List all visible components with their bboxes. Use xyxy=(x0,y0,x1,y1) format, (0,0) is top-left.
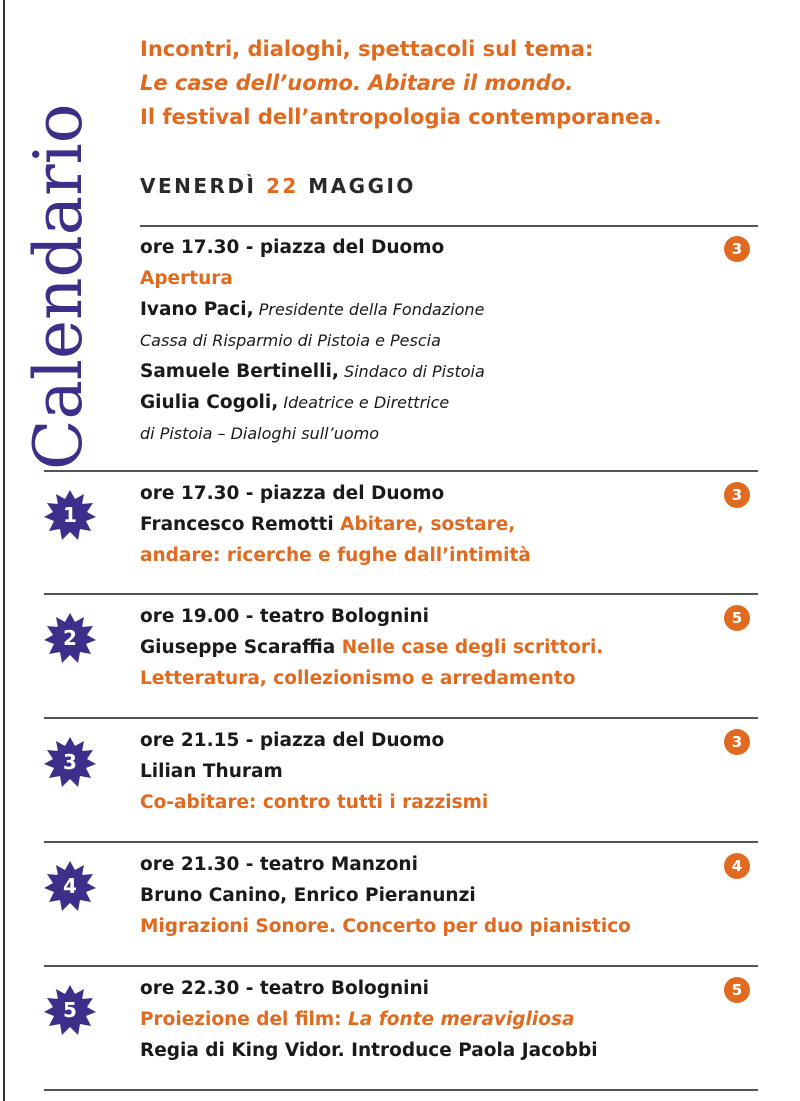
event-1 xyxy=(140,478,720,571)
divider-line xyxy=(44,965,758,967)
event-title: Nelle case degli scrittori. xyxy=(341,637,604,658)
event-4 xyxy=(140,849,720,942)
speaker-role: Sindaco di Pistoia xyxy=(338,362,485,381)
divider-line xyxy=(44,470,758,472)
speaker-line xyxy=(140,387,720,418)
event-title: Abitare, sostare, xyxy=(340,514,516,535)
event-credits: Regia di King Vidor. Introduce Paola Jacobbi xyxy=(140,1040,598,1061)
venue-badge: 3 xyxy=(724,482,750,508)
event-time-place: ore 19.00 - teatro Bolognini xyxy=(140,606,430,627)
event-title-cont: Letteratura, collezionismo e arredamento xyxy=(140,668,576,689)
event-number: 1 xyxy=(63,503,77,527)
date-number: 22 xyxy=(265,174,299,198)
speaker-name: Giuseppe Scaraffia xyxy=(140,637,336,658)
speaker-name: Francesco Remotti xyxy=(140,514,334,535)
divider-line xyxy=(140,225,758,227)
film-title: La fonte meravigliosa xyxy=(348,1009,575,1030)
event-2 xyxy=(140,601,720,694)
event-time-place: ore 21.15 - piazza del Duomo xyxy=(140,730,445,751)
film-label: Proiezione del film: xyxy=(140,1009,348,1030)
speaker-role: di Pistoia – Dialoghi sull’uomo xyxy=(140,424,379,443)
date-month: MAGGIO xyxy=(308,174,416,198)
venue-badge: 3 xyxy=(724,729,750,755)
intro-line-1: Incontri, dialoghi, spettacoli sul tema: xyxy=(140,37,594,61)
venue-badge: 5 xyxy=(724,605,750,631)
speaker-role: Cassa di Risparmio di Pistoia e Pescia xyxy=(140,331,441,350)
left-border-line xyxy=(3,0,5,1101)
event-number: 4 xyxy=(63,874,77,898)
divider-line xyxy=(44,841,758,843)
event-number-blot xyxy=(42,734,98,790)
intro-line-3: Il festival dell’antropologia contemporanea. xyxy=(140,105,662,129)
date-heading xyxy=(140,174,416,198)
event-number-blot xyxy=(42,858,98,914)
speaker-and-title xyxy=(140,509,720,540)
event-opening xyxy=(140,232,720,449)
event-3 xyxy=(140,725,720,818)
date-day: VENERDÌ xyxy=(140,174,257,198)
speaker-line xyxy=(140,325,720,356)
event-title: Apertura xyxy=(140,268,233,289)
speaker-line xyxy=(140,356,720,387)
speaker-and-title xyxy=(140,632,720,663)
event-time-place: ore 22.30 - teatro Bolognini xyxy=(140,978,430,999)
speaker-name: Lilian Thuram xyxy=(140,761,283,782)
venue-badge: 3 xyxy=(724,236,750,262)
speaker-name: Samuele Bertinelli, xyxy=(140,361,339,382)
event-time-place: ore 17.30 - piazza del Duomo xyxy=(140,237,445,258)
event-number-blot xyxy=(42,982,98,1038)
speaker-line xyxy=(140,294,720,325)
event-number-blot xyxy=(42,610,98,666)
event-5 xyxy=(140,973,720,1066)
speaker-line xyxy=(140,418,720,449)
intro-heading xyxy=(140,32,662,134)
event-title: Migrazioni Sonore. Concerto per duo pianistico xyxy=(140,916,631,937)
venue-badge: 4 xyxy=(724,853,750,879)
event-number-blot xyxy=(42,487,98,543)
divider-line xyxy=(44,1089,758,1091)
speaker-name: Ivano Paci, xyxy=(140,299,254,320)
speaker-name: Bruno Canino, Enrico Pieranunzi xyxy=(140,885,476,906)
event-title-cont: andare: ricerche e fughe dall’intimità xyxy=(140,545,531,566)
event-time-place: ore 21.30 - teatro Manzoni xyxy=(140,854,418,875)
calendar-vertical-title: Calendario xyxy=(20,103,97,470)
speaker-role: Ideatrice e Direttrice xyxy=(278,393,450,412)
intro-line-2: Le case dell’uomo. Abitare il mondo. xyxy=(140,71,574,95)
event-number: 3 xyxy=(63,750,77,774)
event-time-place: ore 17.30 - piazza del Duomo xyxy=(140,483,445,504)
event-number: 5 xyxy=(63,998,77,1022)
speaker-role: Presidente della Fondazione xyxy=(253,300,485,319)
divider-line xyxy=(44,593,758,595)
speaker-name: Giulia Cogoli, xyxy=(140,392,279,413)
venue-badge: 5 xyxy=(724,977,750,1003)
event-title xyxy=(140,1004,720,1035)
divider-line xyxy=(44,717,758,719)
event-number: 2 xyxy=(63,626,77,650)
event-title: Co-abitare: contro tutti i razzismi xyxy=(140,792,489,813)
